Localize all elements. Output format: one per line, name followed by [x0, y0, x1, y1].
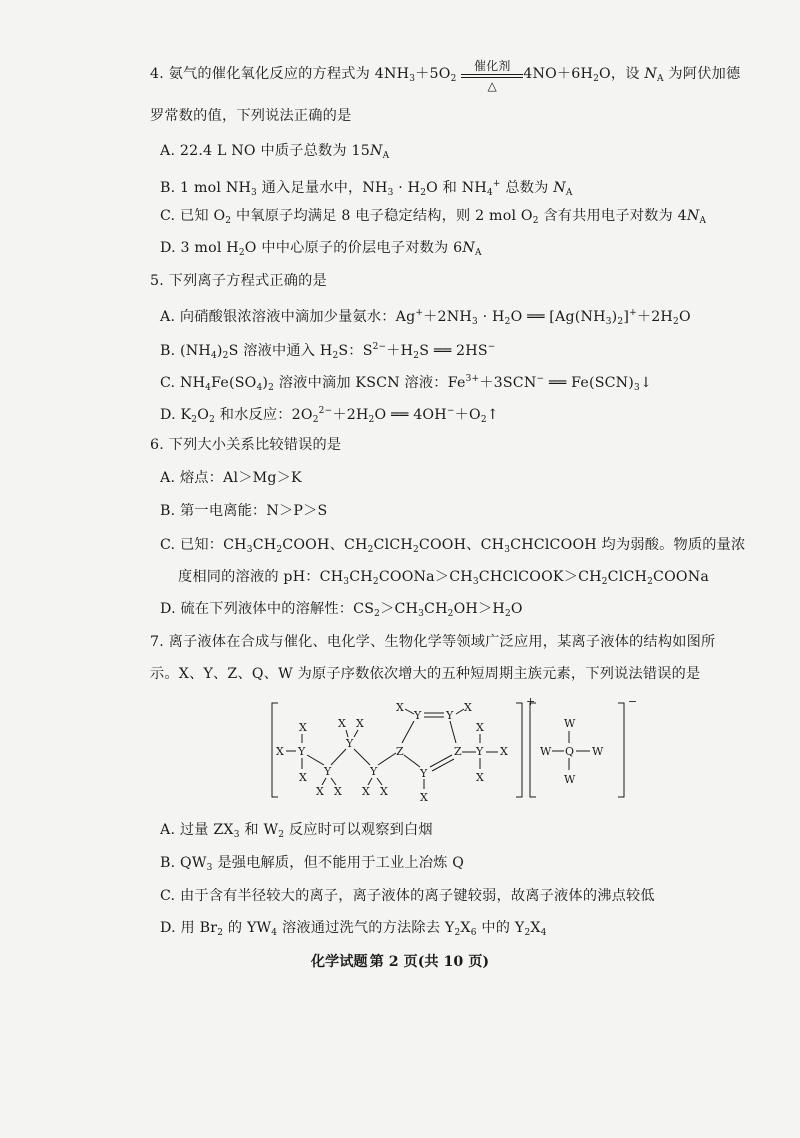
atom-w: W: [564, 717, 576, 730]
atom-w: W: [564, 773, 576, 786]
atom-x: X: [362, 785, 370, 798]
atom-x: X: [356, 717, 364, 730]
footer-title: 化学试题: [310, 954, 368, 970]
atom-y: Y: [370, 765, 378, 778]
atom-y: Y: [414, 709, 422, 722]
atom-x: X: [420, 791, 428, 804]
atom-y: Y: [476, 745, 484, 758]
atom-y: Y: [446, 709, 454, 722]
q6-option-c-line1: C. 已知：$CH_3CH_2COOH$、$CH_2ClCH_2COOH$、$CH_3CHClCOOH$ 均为弱酸。物质的量浓: [160, 537, 746, 555]
atom-x: X: [276, 745, 284, 758]
atom-q: Q: [565, 745, 575, 758]
q6-option-a: A. 熔点：Al＞Mg＞K: [160, 470, 302, 486]
q5-option-d: D. $K_2O_2$ 和水反应：$2O_2^{2-}+2H_2O$ ══ $4OH^-+O_2↑$: [160, 406, 499, 425]
atom-y: Y: [298, 745, 306, 758]
q7-stem-line2: 示。X、Y、Z、Q、W 为原子序数依次增大的五种短周期主族元素，下列说法错误的是: [150, 666, 701, 682]
q6-option-b: B. 第一电离能：N＞P＞S: [160, 503, 328, 519]
atom-y: Y: [324, 765, 332, 778]
atom-x: X: [316, 785, 324, 798]
atom-x: X: [380, 785, 388, 798]
q7-option-c: C. 由于含有半径较大的离子，离子液体的离子键较弱，故离子液体的沸点较低: [160, 888, 655, 904]
atom-x: X: [396, 701, 404, 714]
atom-x: X: [299, 721, 307, 734]
q4-option-d: D. 3 mol $H_2O$ 中中心原子的价层电子对数为 $6N_A$: [160, 240, 482, 258]
q4-option-b: B. 1 mol $NH_3$ 通入足量水中，$NH_3 \cdot H_2O$ 和 $NH_4^+$ 总数为 $N_A$: [160, 179, 573, 198]
atom-x: X: [464, 701, 472, 714]
atom-x: X: [334, 785, 342, 798]
q4-option-a: A. 22.4 L NO 中质子总数为 $15N_A$: [160, 143, 390, 161]
q4-stem-line2: 罗常数的值，下列说法正确的是: [150, 108, 352, 124]
q6-stem: 6. 下列大小关系比较错误的是: [150, 437, 342, 453]
atom-x: X: [299, 771, 307, 784]
q5-option-a: A. 向硝酸银浓溶液中滴加少量氨水：$Ag^++2NH_3 \cdot H_2O$ ══ $[Ag(NH_3)_2]^++2H_2O$: [160, 308, 691, 327]
atom-w: W: [592, 745, 604, 758]
q7-stem-line1: 7. 离子液体在合成与催化、电化学、生物化学等领域广泛应用，某离子液体的结构如图所: [150, 634, 716, 650]
ionic-liquid-structure-diagram: [268, 697, 648, 807]
q7-option-a: A. 过量 $ZX_3$ 和 $W_2$ 反应时可以观察到白烟: [160, 822, 433, 840]
q5-option-c: C. $NH_4Fe(SO_4)_2$ 溶液中滴加 KSCN 溶液：$Fe^{3+}+3SCN^-$ ══ $Fe(SCN)_3↓$: [160, 374, 653, 393]
footer-page-number: 第 2 页(共 10 页): [369, 954, 490, 970]
atom-x: X: [338, 717, 346, 730]
q6-option-c-line2: 度相同的溶液的 pH：$CH_3CH_2COONa>CH_3CHClCOOK>CH_2ClCH_2COONa$: [178, 569, 710, 587]
q7-option-b: B. $QW_3$ 是强电解质，但不能用于工业上冶炼 Q: [160, 855, 465, 873]
atom-x: X: [476, 721, 484, 734]
q4-option-c: C. 已知 $O_2$ 中氧原子均满足 8 电子稳定结构，则 2 mol $O_2$ 含有共用电子对数为 $4N_A$: [160, 208, 707, 226]
page-footer: [0, 951, 800, 971]
cation-charge: +: [526, 697, 536, 708]
atom-z: Z: [396, 745, 404, 758]
atom-x: X: [476, 771, 484, 784]
atom-z: Z: [454, 745, 462, 758]
q5-option-b: B. $(NH_4)_2S$ 溶液中通入 $H_2S$：$S^{2-}+H_2S$ ══ 2HS−: [160, 342, 496, 361]
anion-charge: −: [628, 697, 638, 708]
q7-option-d: D. 用 $Br_2$ 的 $YW_4$ 溶液通过洗气的方法除去 $Y_2X_6$ 中的 $Y_2X_4$: [160, 920, 547, 938]
q4-stem-line1: 4. 氨气的催化氧化反应的方程式为 $4NH_3+5O_2$ 催化剂 △ $4NO+6H_2O$，设 $N_A$ 为阿伏加德: [150, 59, 741, 93]
anion-left-bracket: [530, 703, 536, 797]
atom-y: Y: [346, 737, 354, 750]
atom-y: Y: [420, 767, 428, 780]
q5-stem: 5. 下列离子方程式正确的是: [150, 273, 327, 289]
q6-option-d: D. 硫在下列液体中的溶解性：$CS_2>CH_3CH_2OH>H_2O$: [160, 601, 523, 619]
cation-right-bracket: [516, 703, 522, 797]
atom-x: X: [500, 745, 508, 758]
atom-w: W: [540, 745, 552, 758]
anion-right-bracket: [618, 703, 624, 797]
